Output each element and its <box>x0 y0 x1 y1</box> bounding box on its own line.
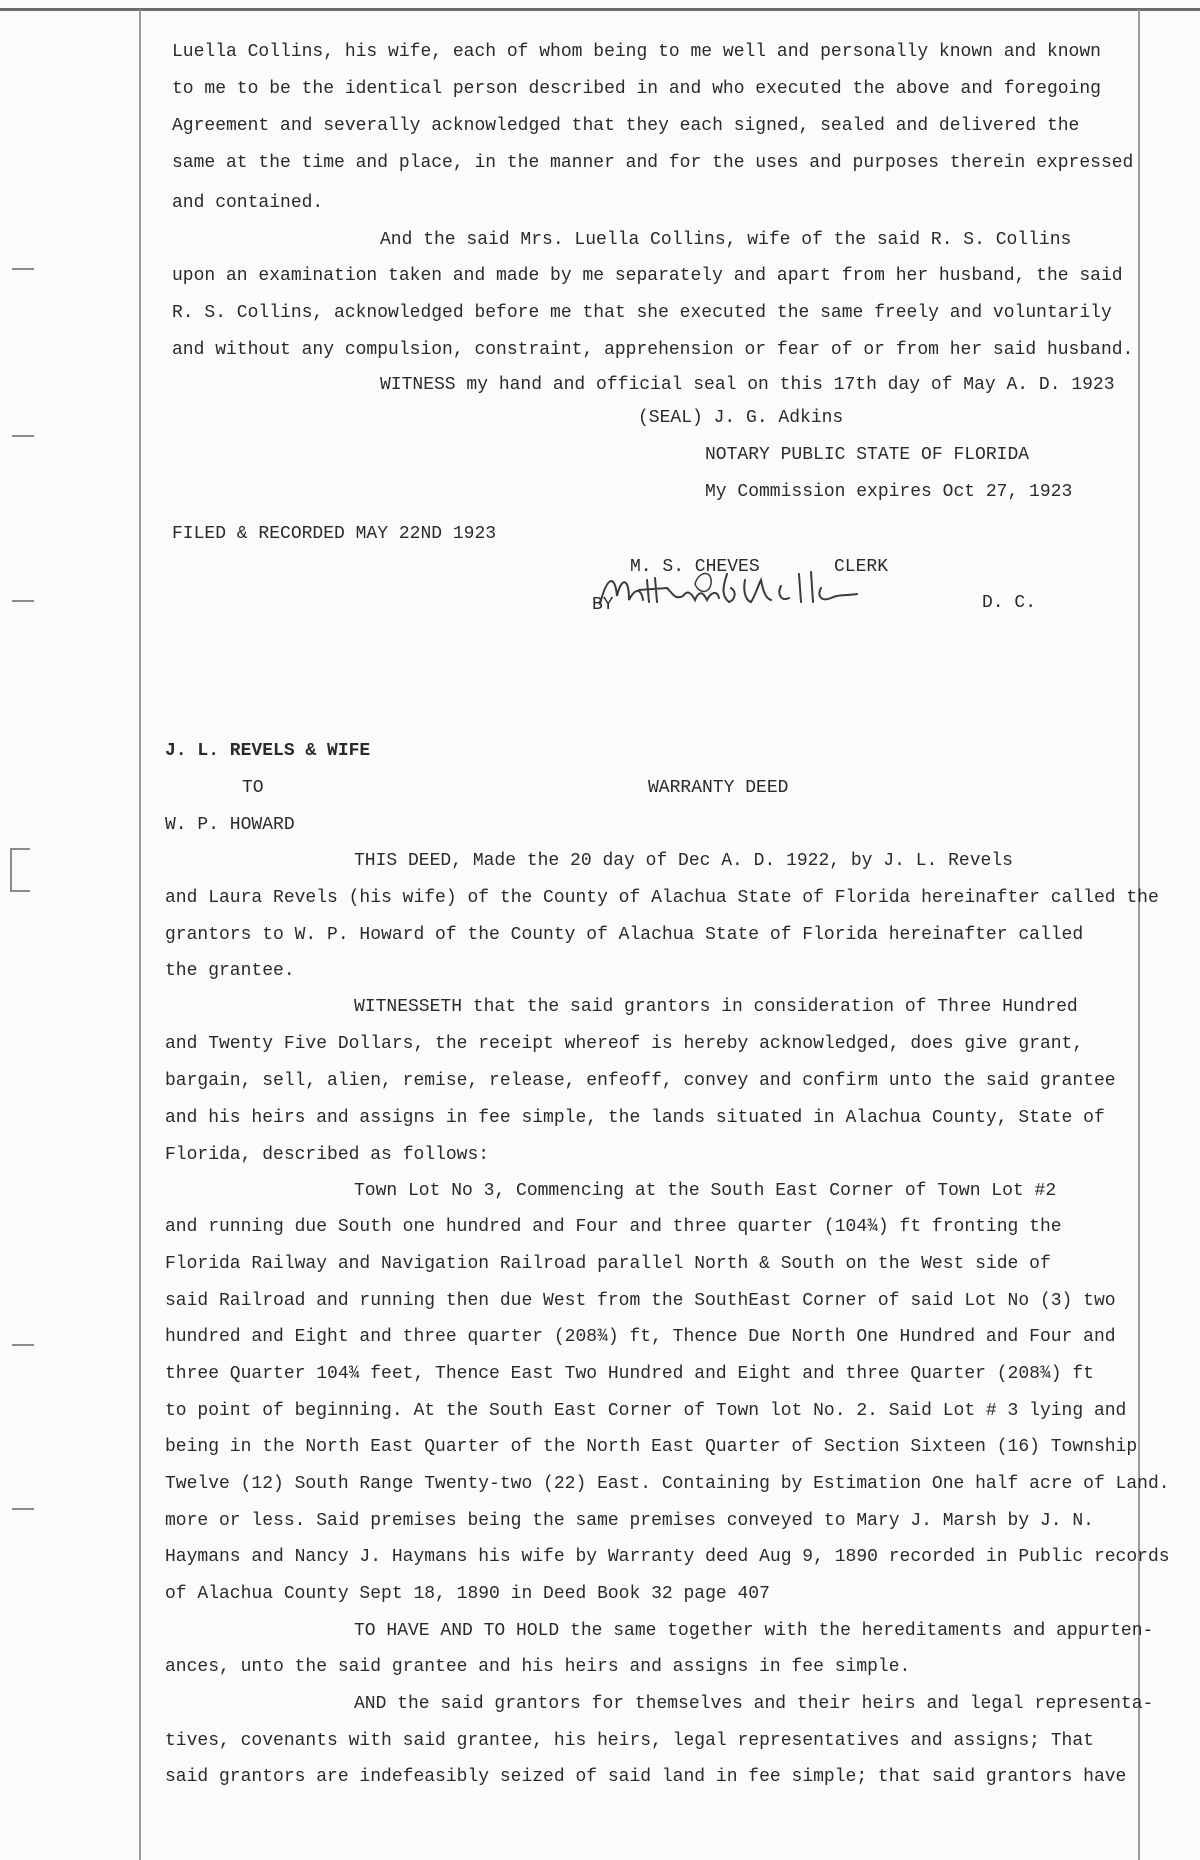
top-border-line <box>0 8 1200 11</box>
margin-tick <box>12 1344 34 1346</box>
commission-expiry: My Commission expires Oct 27, 1923 <box>705 482 1073 502</box>
text-line: to me to be the identical person described in and who executed the above and foregoing <box>172 79 1101 99</box>
text-line: said Railroad and running then due West from the SouthEast Corner of said Lot No (3) two <box>165 1291 1116 1311</box>
text-line: being in the North East Quarter of the North East Quarter of Section Sixteen (16) Township <box>165 1437 1138 1457</box>
deputy-clerk-label: D. C. <box>982 593 1037 613</box>
text-line: Florida, described as follows: <box>165 1145 490 1165</box>
margin-tick <box>12 600 34 602</box>
text-line: and his heirs and assigns in fee simple, the lands situated in Alachua County, State of <box>165 1108 1105 1128</box>
text-line: R. S. Collins, acknowledged before me that she executed the same freely and voluntarily <box>172 303 1112 323</box>
notary-signature: (SEAL) J. G. Adkins <box>638 408 844 428</box>
text-line: grantors to W. P. Howard of the County of Alachua State of Florida hereinafter called <box>165 925 1084 945</box>
text-line: Luella Collins, his wife, each of whom being to me well and personally known and known <box>172 42 1101 62</box>
text-line: three Quarter 104¾ feet, Thence East Two Hundred and Eight and three Quarter (208¾) ft <box>165 1364 1094 1384</box>
right-margin-line <box>1138 10 1140 1860</box>
text-line: TO HAVE AND TO HOLD the same together with the hereditaments and appurten- <box>354 1621 1154 1641</box>
text-line: to point of beginning. At the South East Corner of Town lot No. 2. Said Lot # 3 lying and <box>165 1401 1127 1421</box>
clerk-name: M. S. CHEVES <box>630 557 760 577</box>
left-margin-line <box>139 10 141 1860</box>
text-line: Florida Railway and Navigation Railroad parallel North & South on the West side of <box>165 1254 1051 1274</box>
margin-tick <box>12 435 34 437</box>
text-line: and without any compulsion, constraint, apprehension or fear of or from her said husband. <box>172 340 1134 360</box>
notary-title: NOTARY PUBLIC STATE OF FLORIDA <box>705 445 1030 465</box>
text-line: And the said Mrs. Luella Collins, wife of the said R. S. Collins <box>380 230 1072 250</box>
text-line: and Laura Revels (his wife) of the County of Alachua State of Florida hereinafter called the <box>165 888 1159 908</box>
grantor-heading: J. L. REVELS & WIFE <box>165 741 371 761</box>
text-line: tives, covenants with said grantee, his heirs, legal representatives and assigns; That <box>165 1731 1094 1751</box>
text-line: Haymans and Nancy J. Haymans his wife by Warranty deed Aug 9, 1890 recorded in Public records <box>165 1547 1170 1567</box>
text-line: and Twenty Five Dollars, the receipt whereof is hereby acknowledged, does give grant, <box>165 1034 1084 1054</box>
text-line: AND the said grantors for themselves and their heirs and legal representa- <box>354 1694 1154 1714</box>
margin-bracket <box>10 848 30 892</box>
text-line: more or less. Said premises being the same premises conveyed to Mary J. Marsh by J. N. <box>165 1511 1094 1531</box>
text-line: said grantors are indefeasibly seized of said land in fee simple; that said grantors have <box>165 1767 1127 1787</box>
text-line: Town Lot No 3, Commencing at the South East Corner of Town Lot #2 <box>354 1181 1057 1201</box>
grantee-heading: W. P. HOWARD <box>165 815 295 835</box>
text-line: and running due South one hundred and Four and three quarter (104¾) ft fronting the <box>165 1217 1062 1237</box>
text-line: WITNESSETH that the said grantors in consideration of Three Hundred <box>354 997 1078 1017</box>
text-line: upon an examination taken and made by me separately and apart from her husband, the said <box>172 266 1123 286</box>
text-line: bargain, sell, alien, remise, release, enfeoff, convey and confirm unto the said grantee <box>165 1071 1116 1091</box>
handwritten-signature <box>595 566 905 616</box>
text-line: hundred and Eight and three quarter (208¾) ft, Thence Due North One Hundred and Four and <box>165 1327 1116 1347</box>
clerk-label: CLERK <box>834 557 889 577</box>
margin-tick <box>12 268 34 270</box>
text-line: the grantee. <box>165 961 295 981</box>
by-label: BY <box>592 595 614 615</box>
text-line: Agreement and severally acknowledged that they each signed, sealed and delivered the <box>172 116 1080 136</box>
text-line: THIS DEED, Made the 20 day of Dec A. D. 1922, by J. L. Revels <box>354 851 1013 871</box>
document-title: WARRANTY DEED <box>648 778 789 798</box>
text-line: same at the time and place, in the manner and for the uses and purposes therein expressed <box>172 153 1134 173</box>
to-label: TO <box>242 778 264 798</box>
text-line: ances, unto the said grantee and his heirs and assigns in fee simple. <box>165 1657 911 1677</box>
text-line: Twelve (12) South Range Twenty-two (22) East. Containing by Estimation One half acre of Land. <box>165 1474 1170 1494</box>
witness-line: WITNESS my hand and official seal on this 17th day of May A. D. 1923 <box>380 375 1115 395</box>
filed-recorded-stamp: FILED & RECORDED MAY 22ND 1923 <box>172 524 497 544</box>
text-line: and contained. <box>172 193 324 213</box>
margin-tick <box>12 1508 34 1510</box>
text-line: of Alachua County Sept 18, 1890 in Deed Book 32 page 407 <box>165 1584 770 1604</box>
